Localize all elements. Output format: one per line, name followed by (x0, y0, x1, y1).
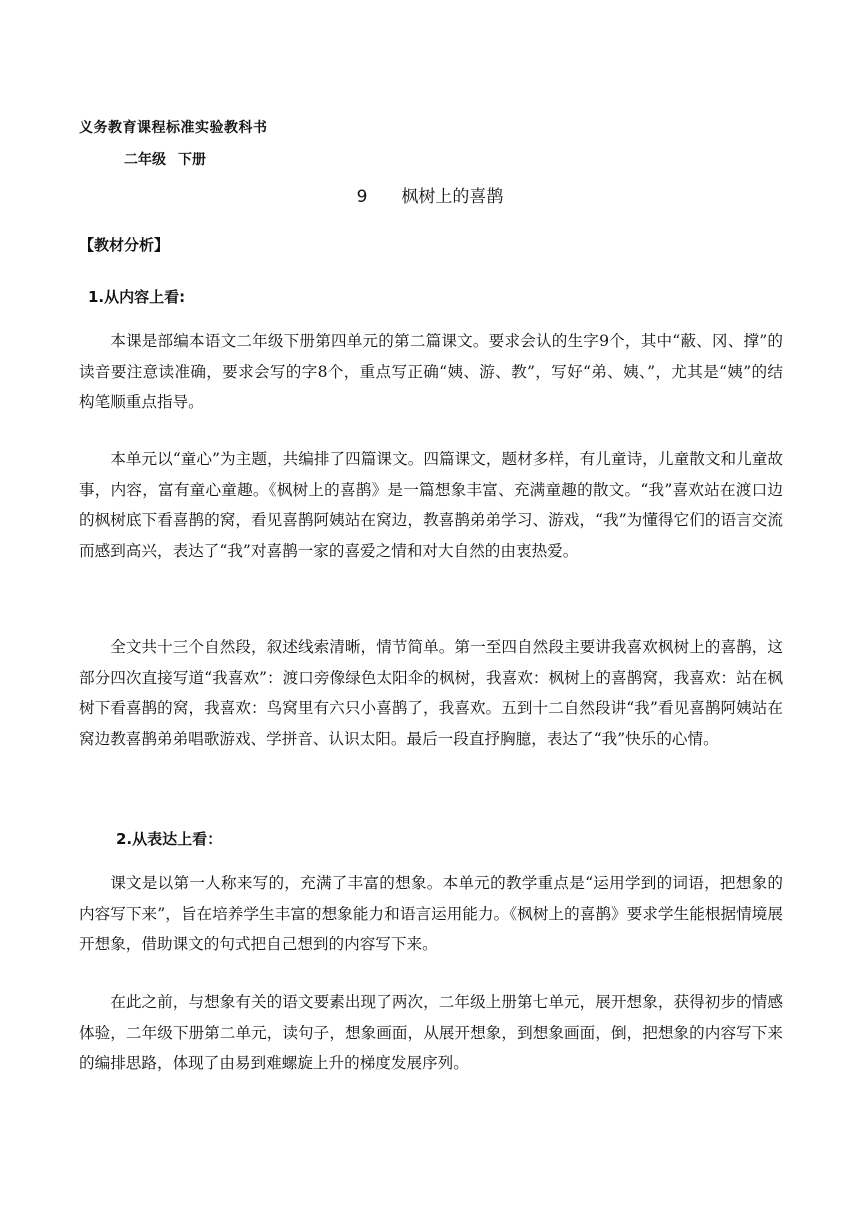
subsection-heading-expression: 2.从表达上看： (116, 830, 223, 848)
section-heading: 【教材分析】 (79, 236, 170, 254)
paragraph: 课文是以第一人称来写的，充满了丰富的想象。本单元的教学重点是“运用学到的词语，把想象的内容写下来”，旨在培养学生丰富的想象能力和语言运用能力。《枫树上的喜鹊》要求学生能根据情境展开想象，借助课文的句式把自己想到的内容写下来。 (79, 874, 783, 953)
lesson-title (0, 182, 860, 207)
paragraph: 本课是部编本语文二年级下册第四单元的第二篇课文。要求会认的生字9个，其中“蔽、冈、撑”的读音要注意读准确，要求会写的字8个，重点写正确“姨、游、教”，写好“弟、姨、”，尤其是“姨”的结构笔顺重点指导。 (79, 332, 783, 411)
lesson-number: 9 (356, 187, 368, 207)
grade-volume-header (124, 149, 206, 169)
paragraph: 本单元以“童心”为主题，共编排了四篇课文。四篇课文，题材多样，有儿童诗，儿童散文和儿童故事，内容，富有童心童趣。《枫树上的喜鹊》是一篇想象丰富、充满童趣的散文。“我”喜欢站在渡口边的枫树底下看喜鹊的窝，看见喜鹊阿姨站在窝边，教喜鹊弟弟学习、游戏，“我”为懂得它们的语言交流而感到高兴，表达了“我”对喜鹊一家的喜爱之情和对大自然的由衷热爱。 (79, 450, 783, 560)
volume-label: 下册 (178, 152, 206, 168)
paragraph: 全文共十三个自然段，叙述线索清晰，情节简单。第一至四自然段主要讲我喜欢枫树上的喜鹊，这部分四次直接写道“我喜欢”：渡口旁像绿色太阳伞的枫树，我喜欢：枫树上的喜鹊窝，我喜欢：站在枫树下看喜鹊的窝，我喜欢：鸟窝里有六只小喜鹊了，我喜欢。五到十二自然段讲“我”看见喜鹊阿姨站在窝边教喜鹊弟弟唱歌游戏、学拼音、认识太阳。最后一段直抒胸臆，表达了“我”快乐的心情。 (79, 638, 783, 748)
paragraph: 在此之前，与想象有关的语文要素出现了两次，二年级上册第七单元，展开想象，获得初步的情感体验，二年级下册第二单元，读句子，想象画面，从展开想象，到想象画面，倒，把想象的内容写下来的编排思路，体现了由易到难螺旋上升的梯度发展序列。 (79, 993, 783, 1072)
lesson-name: 枫树上的喜鹊 (401, 187, 504, 207)
textbook-series-header: 义务教育课程标准实验教科书 (79, 120, 268, 136)
grade-label: 二年级 (124, 152, 166, 168)
subsection-heading-content: 1.从内容上看: (88, 288, 186, 306)
